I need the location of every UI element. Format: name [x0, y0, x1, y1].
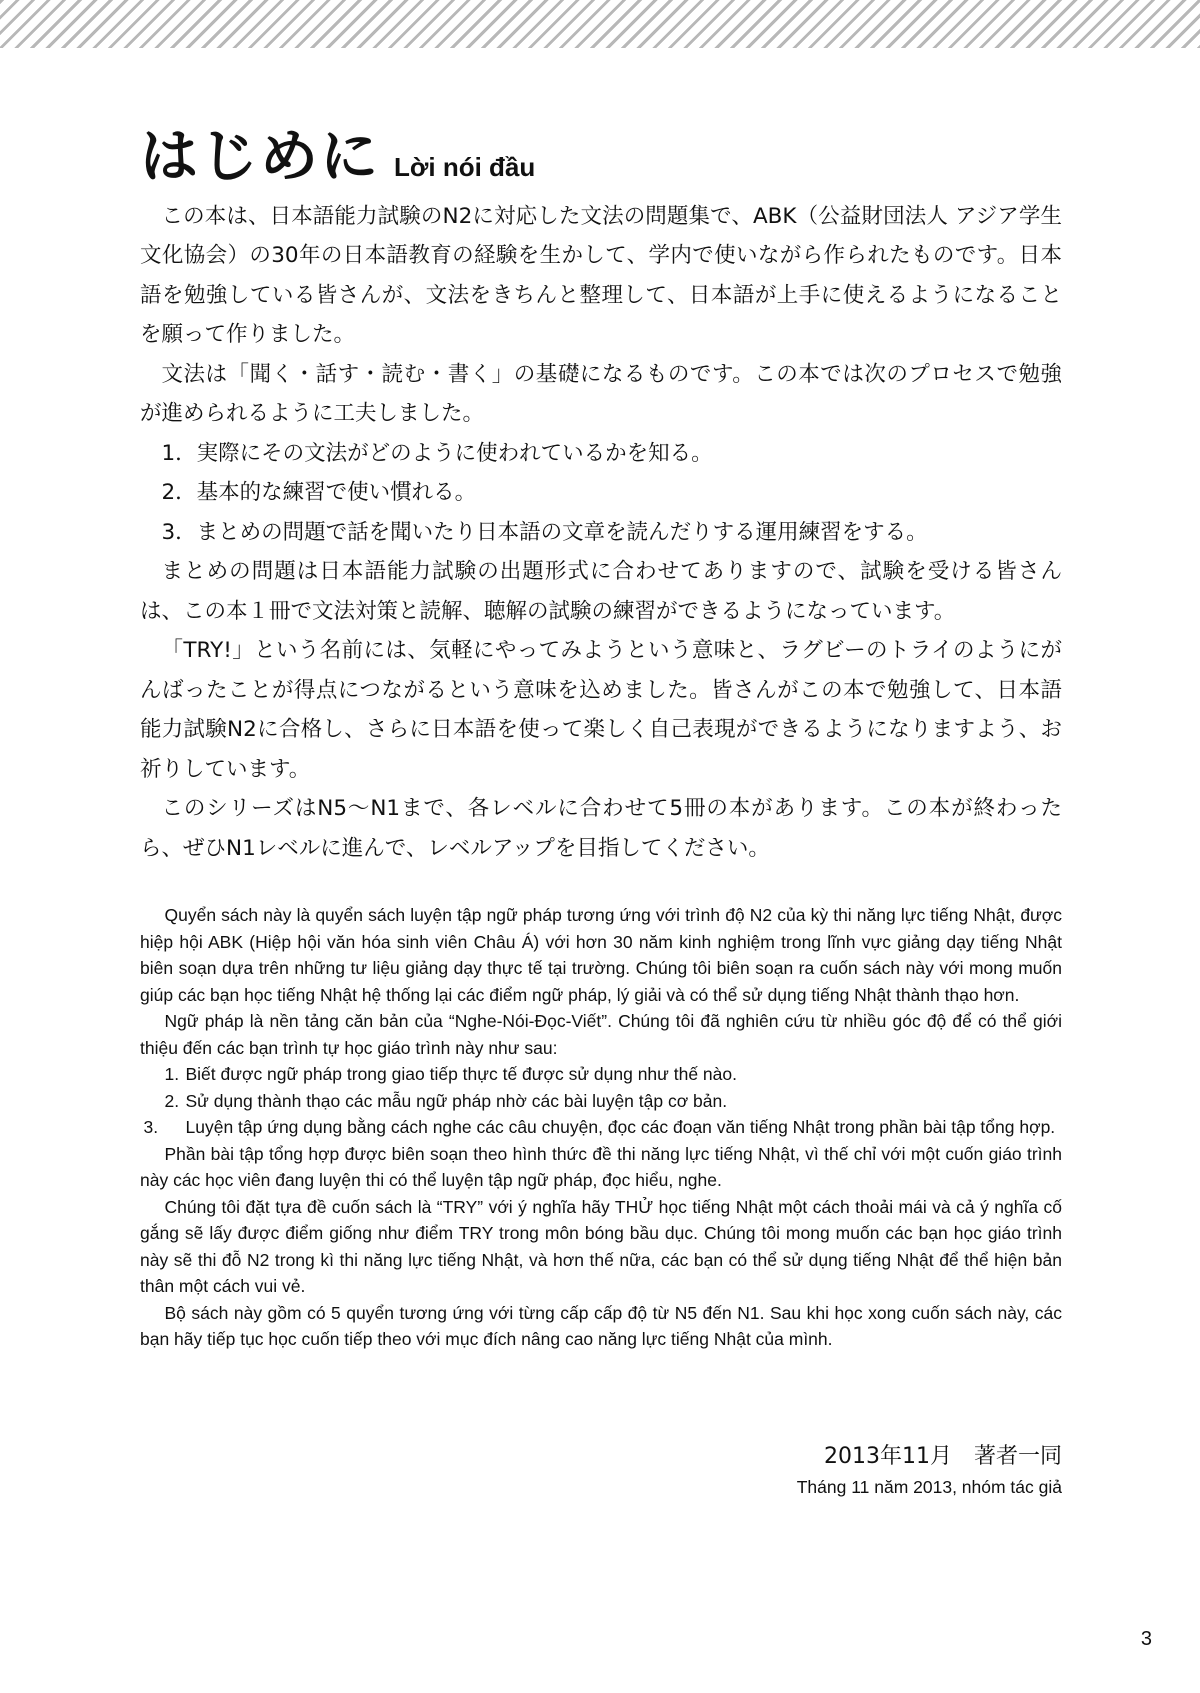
- jp-paragraph-5: このシリーズはN5～N1まで、各レベルに合わせて5冊の本があります。この本が終わったら、ぜひN1レベルに進んで、レベルアップを目指してください。: [140, 796, 1062, 861]
- vi-list-item-3: [140, 1114, 1062, 1141]
- jp-paragraph-1: この本は、日本語能力試験のN2に対応した文法の問題集で、ABK（公益財団法人 アジア学生文化協会）の30年の日本語教育の経験を生かして、学内で使いながら作られたものです。日本語を勉強している皆さんが、文法をきちんと整理して、日本語が上手に使えるようになることを願って作りました。: [140, 203, 1062, 348]
- vi-list-number-3: 3.: [143, 1117, 159, 1138]
- vi-paragraph-3: Phần bài tập tổng hợp được biên soạn theo hình thức đề thi năng lực tiếng Nhật, vì thế chỉ với một cuốn giáo trình này các học viên đang luyện thi có thể luyện tập ngữ pháp, đọc hiểu, nghe.: [140, 1143, 1062, 1191]
- page-title-jp: はじめに: [140, 122, 381, 190]
- jp-list-item-1: 1．実際にその文法がどのように使われているかを知る。: [161, 440, 713, 466]
- jp-process-list: [140, 434, 1062, 553]
- signature-vi: Tháng 11 năm 2013, nhóm tác giả: [796, 1477, 1062, 1497]
- jp-paragraph-3: まとめの問題は日本語能力試験の出題形式に合わせてありますので、試験を受ける皆さんは、この本１冊で文法対策と読解、聴解の試験の練習ができるようになっています。: [140, 559, 1062, 624]
- title-row: [140, 122, 1062, 190]
- japanese-body: [140, 197, 1062, 869]
- vi-list-text-1: Biết được ngữ pháp trong giao tiếp thực tế được sử dụng như thế nào.: [185, 1064, 737, 1085]
- signature-jp: 2013年11月 著者一同: [824, 1444, 1062, 1469]
- jp-paragraph-2: 文法は「聞く・話す・読む・書く」の基礎になるものです。この本では次のプロセスで勉強が進められるように工夫しました。: [140, 361, 1062, 427]
- vi-list-number-2: 2.: [164, 1090, 180, 1111]
- jp-paragraph-4: 「TRY!」という名前には、気軽にやってみようという意味と、ラグビーのトライのようにがんばったことが得点につながるという意味を込めました。皆さんがこの本で勉強して、日本語能力試験N2に合格し、さらに日本語を使って楽しく自己表現ができるようになりますよう、お祈りしています。: [140, 638, 1062, 782]
- vi-list-item-2: [140, 1088, 1062, 1115]
- page-title-vi: Lời nói đầu: [394, 152, 536, 182]
- vi-list-text-3: Luyện tập ứng dụng bằng cách nghe các câu chuyện, đọc các đoạn văn tiếng Nhật trong phần bài tập tổng hợp.: [185, 1117, 1056, 1138]
- vi-list-item-1: [140, 1061, 1062, 1088]
- signature-block: [797, 1440, 1062, 1500]
- header-hatch-band: [0, 0, 1200, 48]
- vi-paragraph-1: Quyển sách này là quyển sách luyện tập ngữ pháp tương ứng với trình độ N2 của kỳ thi năng lực tiếng Nhật, được hiệp hội ABK (Hiệp hội văn hóa sinh viên Châu Á) với hơn 30 năm kinh nghiệm trong lĩnh vực giảng dạy tiếng Nhật biên soạn dựa trên những tư liệu giảng dạy thực tế tại trường. Chúng tôi biên soạn ra cuốn sách này với mong muốn giúp các bạn học tiếng Nhật hệ thống lại các điểm ngữ pháp, lý giải và có thể sử dụng tiếng Nhật thành thạo hơn.: [140, 905, 1062, 1005]
- vi-paragraph-2: Ngữ pháp là nền tảng căn bản của “Nghe-Nói-Đọc-Viết”. Chúng tôi đã nghiên cứu từ nhiều góc độ để có thể giới thiệu đến các bạn trình tự học giáo trình này như sau:: [140, 1011, 1062, 1058]
- vi-list-number-1: 1.: [164, 1064, 180, 1085]
- page-number: 3: [1140, 1628, 1152, 1650]
- jp-list-item-2: 2．基本的な練習で使い慣れる。: [161, 480, 477, 506]
- vietnamese-body: [140, 902, 1062, 1353]
- jp-list-item-3: 3．まとめの問題で話を聞いたり日本語の文章を読んだりする運用練習をする。: [161, 519, 928, 545]
- preface-content: [140, 122, 1062, 1353]
- vi-paragraph-5: Bộ sách này gồm có 5 quyển tương ứng với từng cấp cấp độ từ N5 đến N1. Sau khi học xong cuốn sách này, các bạn hãy tiếp tục học cuốn tiếp theo với mục đích nâng cao năng lực tiếng Nhật của mình.: [140, 1302, 1062, 1350]
- vi-process-list: [140, 1061, 1062, 1141]
- vi-paragraph-4: Chúng tôi đặt tựa đề cuốn sách là “TRY” với ý nghĩa hãy THỬ học tiếng Nhật một cách thoải mái và cả ý nghĩa cố gắng sẽ lấy được điểm giống như điểm TRY trong môn bóng bầu dục. Chúng tôi mong muốn các bạn học giáo trình này sẽ thi đỗ N2 trong kì thi năng lực tiếng Nhật, và hơn thế nữa, các bạn có thể sử dụng tiếng Nhật để thể hiện bản thân một cách vui vẻ.: [140, 1196, 1062, 1297]
- vi-list-text-2: Sử dụng thành thạo các mẫu ngữ pháp nhờ các bài luyện tập cơ bản.: [185, 1090, 728, 1111]
